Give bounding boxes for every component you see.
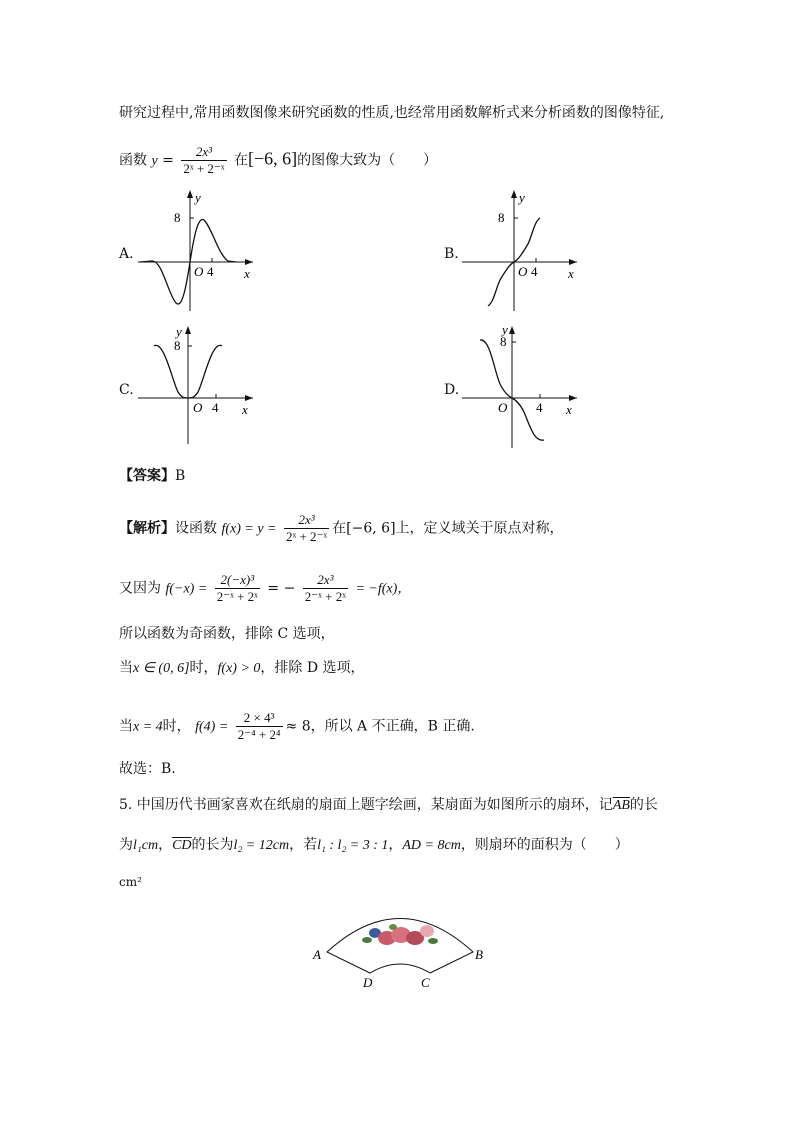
question-y: y (151, 153, 158, 169)
option-a-graph (138, 184, 258, 314)
problem-text: 的长为 (191, 837, 234, 853)
analysis-frac-3 (303, 572, 348, 605)
analysis-line-4 (119, 658, 365, 679)
x-label: x (242, 402, 248, 417)
option-b-label: B. (444, 246, 459, 262)
label-d: D (363, 975, 373, 990)
arc-ab: $\overline{AB}$ (612, 798, 630, 813)
problem5-line-2 (119, 835, 629, 856)
analysis-tag: 【解析】 (119, 520, 175, 537)
analysis-formula: x = 4 (133, 719, 163, 735)
origin-label: O (194, 264, 204, 279)
ratio-value: l₁ : l₂ = 3 : 1 (317, 838, 389, 853)
analysis-line-6: 故选：B. (119, 761, 176, 777)
question-suffix: 的图像大致为（ ） (297, 152, 438, 169)
question-on: 在 (233, 152, 248, 169)
problem-text: ，若 (289, 837, 318, 853)
tick-label-8: 8 (498, 210, 505, 225)
l2-value: l₂ = 12cm (233, 838, 290, 853)
analysis-line-5 (119, 710, 475, 743)
answer-line (119, 466, 185, 486)
frac-num: 2 × 4³ (236, 710, 283, 727)
x-label: x (568, 266, 574, 281)
y-arrow-icon (511, 190, 517, 198)
analysis-formula: x ∈ (0, 6] (133, 661, 190, 676)
problem-text: ， (388, 837, 403, 853)
question-frac-num: 2x³ (181, 144, 226, 161)
analysis-formula: = −f(x)， (355, 581, 412, 597)
answer-tag: 【答案】 (119, 468, 175, 484)
ad-value: AD = 8cm (402, 838, 461, 853)
arc-cd: $\overline{CD}$ (172, 838, 192, 853)
question-interval: [−6, 6] (247, 148, 298, 169)
analysis-text: 时， (162, 718, 191, 735)
problem-text: 5. 中国历代书画家喜欢在纸扇的扇面上题字绘画，某扇面为如图所示的扇环，记 (119, 797, 613, 813)
analysis-text: ≈ 8，所以 A 不正确，B 正确. (285, 718, 475, 735)
fan-figure (305, 905, 495, 990)
tick-label-4: 4 (536, 400, 543, 415)
option-b-graph (462, 184, 582, 314)
label-c: C (421, 975, 430, 990)
analysis-formula: f(4) = (195, 719, 229, 735)
analysis-formula: f(−x) = (165, 581, 208, 597)
analysis-text: ，排除 D 选项， (260, 660, 365, 676)
y-arrow-icon (509, 326, 515, 334)
y-label: y (195, 190, 201, 205)
frac-num: 2x³ (284, 512, 329, 529)
tick-label-8: 8 (174, 338, 181, 353)
x-label: x (244, 266, 250, 281)
question-fraction (181, 144, 226, 177)
intro-text: 研究过程中,常用函数图像来研究函数的性质,也经常用函数解析式来分析函数的图像特征, (119, 105, 665, 121)
origin-label: O (498, 400, 508, 415)
frac-num: 2(−x)³ (215, 572, 260, 589)
x-arrow-icon (245, 259, 253, 265)
option-c-label: C. (119, 382, 134, 398)
problem-text: ，则扇环的面积为（ ） (460, 837, 629, 853)
x-arrow-icon (245, 395, 253, 401)
analysis-frac-4 (236, 710, 283, 743)
analysis-text: 在[−6, 6]上，定义域关于原点对称， (332, 520, 564, 537)
label-a: A (313, 947, 321, 962)
problem-text: 的长 (629, 797, 658, 813)
tick-label-8: 8 (500, 334, 507, 349)
analysis-text: 时， (189, 660, 218, 676)
frac-den: 2ˣ + 2⁻ˣ (285, 529, 328, 544)
origin-label: O (518, 264, 528, 279)
x-arrow-icon (569, 259, 577, 265)
tick-label-4: 4 (531, 264, 538, 279)
option-d-label: D. (444, 382, 460, 398)
analysis-formula: f(x) > 0 (217, 661, 261, 676)
analysis-text: 当 (119, 660, 133, 676)
tick-label-4: 4 (212, 400, 219, 415)
tick-label-8: 8 (174, 210, 181, 225)
question-prefix: 函数 (119, 152, 147, 169)
y-arrow-icon (185, 326, 191, 334)
analysis-formula: = − (267, 580, 296, 597)
x-label: x (566, 402, 572, 417)
analysis-line-2 (119, 572, 411, 605)
analysis-frac-1 (284, 512, 329, 545)
label-b: B (475, 947, 483, 962)
unit-cm2: cm² (119, 875, 142, 889)
y-label: y (519, 190, 525, 205)
option-a-label: A. (119, 246, 134, 262)
analysis-text: 又因为 (119, 580, 161, 597)
option-d-graph (462, 320, 582, 450)
frac-den: 2⁻⁴ + 2⁴ (237, 727, 281, 742)
l1-value: l₁cm (133, 838, 159, 853)
question-frac-den: 2ˣ + 2⁻ˣ (183, 161, 225, 176)
problem-text: 为 (119, 837, 133, 853)
analysis-formula: f(x) = y = (221, 521, 277, 537)
x-arrow-icon (569, 395, 577, 401)
y-label: y (502, 322, 508, 337)
origin-label: O (193, 400, 203, 415)
y-arrow-icon (187, 190, 193, 198)
fan-ring (327, 919, 473, 974)
problem5-line-1 (119, 795, 658, 816)
frac-num: 2x³ (303, 572, 348, 589)
option-c-graph (138, 320, 258, 450)
frac-den: 2⁻ˣ + 2ˣ (304, 589, 346, 604)
frac-den: 2⁻ˣ + 2ˣ (216, 589, 258, 604)
question-line: 函数 y = $\frac{\text{2x³}}{\text{2ˣ + 2⁻ˣ}}$ 在[−6, 6]的图像大致为（ ） (119, 144, 438, 176)
analysis-text: 设函数 (175, 520, 217, 537)
problem-text: ， (158, 837, 173, 853)
y-label: y (176, 324, 182, 339)
analysis-line-1 (119, 512, 564, 545)
answer-value: B (175, 468, 186, 484)
analysis-line-3: 所以函数为奇函数，排除 C 选项， (119, 626, 335, 642)
tick-label-4: 4 (207, 264, 214, 279)
analysis-frac-2 (215, 572, 260, 605)
analysis-text: 当 (119, 718, 133, 735)
